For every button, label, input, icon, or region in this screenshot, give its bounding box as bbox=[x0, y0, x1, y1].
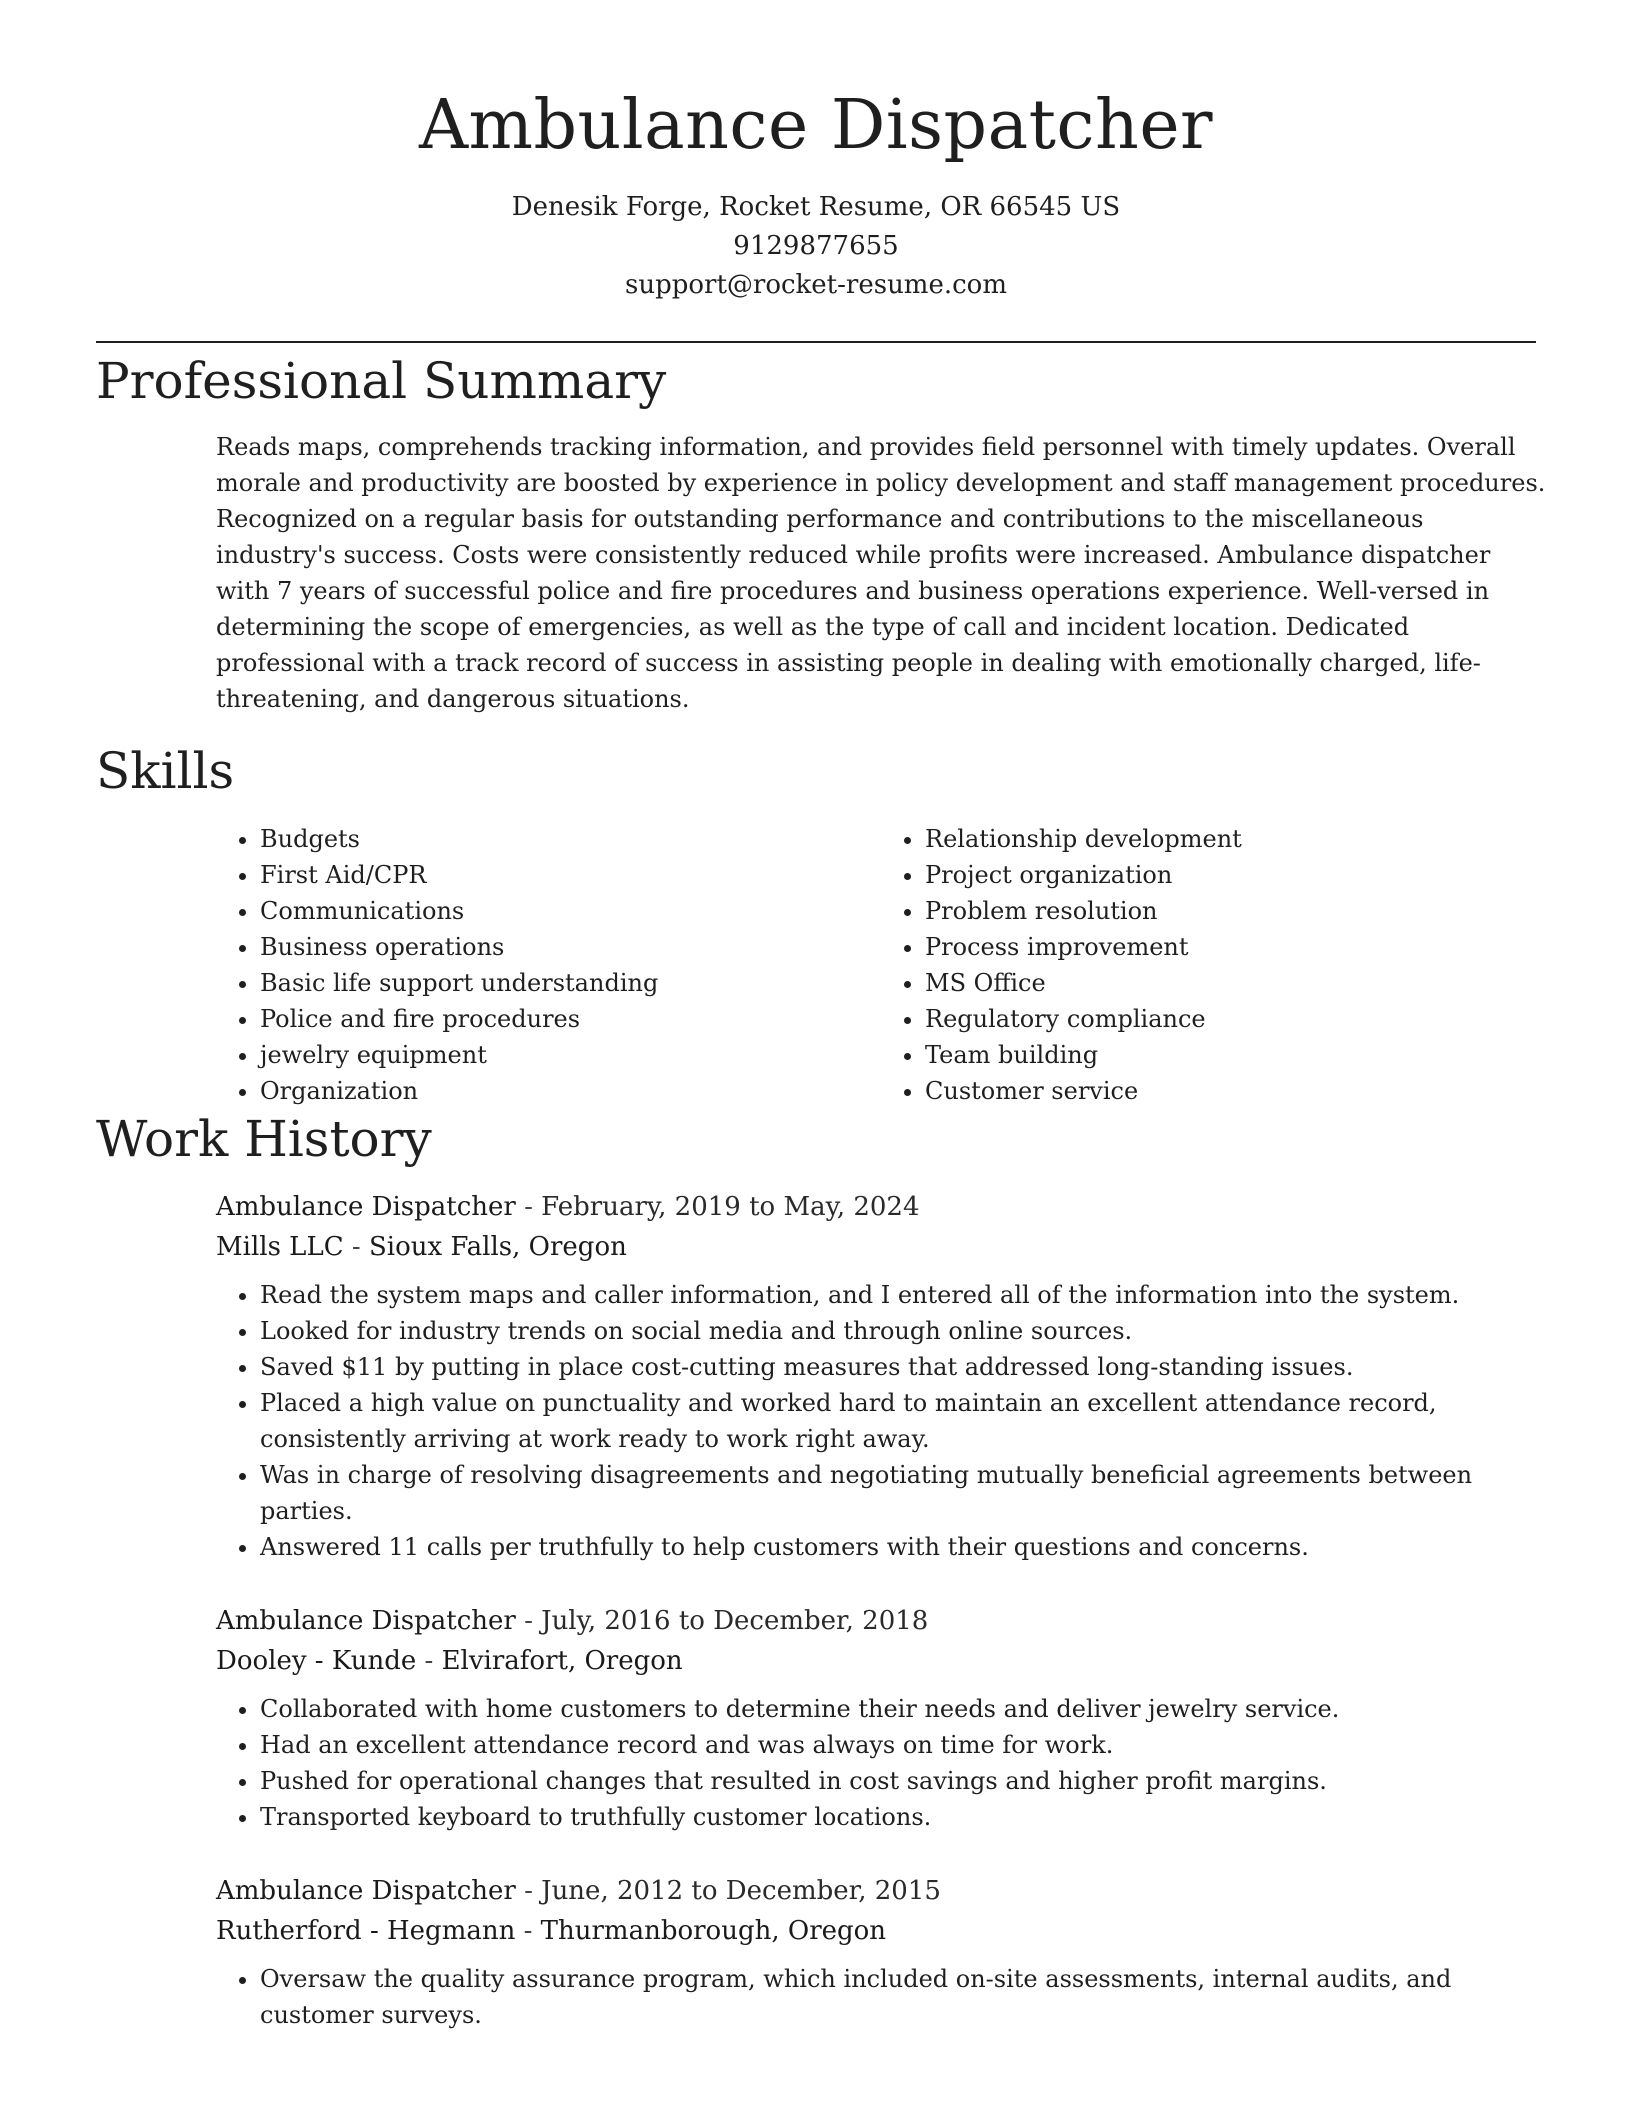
job-bullet-list bbox=[216, 1961, 1546, 2033]
skill-item: • Customer service bbox=[925, 1073, 1546, 1109]
job-bullet: • Pushed for operational changes that resulted in cost savings and higher profit margins. bbox=[260, 1763, 1546, 1799]
summary-text: Reads maps, comprehends tracking information, and provides field personnel with timely updates. Overall morale and productivity are boosted by experience in policy development and staff management procedures. Recognized on a regular basis for outstanding performance and contributions to the miscellaneous industry's success. Costs were consistently reduced while profits were increased. Ambulance dispatcher with 7 years of successful police and fire procedures and business operations experience. Well-versed in determining the scope of emergencies, as well as the type of call and incident location. Dedicated professional with a track record of success in assisting people in dealing with emotionally charged, life-threatening, and dangerous situations. bbox=[216, 433, 1546, 713]
job-bullet: • Looked for industry trends on social media and through online sources. bbox=[260, 1313, 1546, 1349]
job-company: Mills LLC bbox=[216, 1232, 344, 1262]
contact-block bbox=[96, 188, 1536, 305]
skills-heading: Skills bbox=[96, 742, 235, 800]
job-company: Rutherford - Hegmann bbox=[216, 1916, 516, 1946]
job-separator: - bbox=[524, 1876, 533, 1906]
job-bullet: • Saved $11 by putting in place cost-cutting measures that addressed long-standing issues. bbox=[260, 1349, 1546, 1385]
job-bullet: • Had an excellent attendance record and was always on time for work. bbox=[260, 1727, 1546, 1763]
job-dates: July, 2016 to December, 2018 bbox=[541, 1606, 929, 1636]
job-company: Dooley - Kunde bbox=[216, 1646, 417, 1676]
work-section bbox=[96, 1109, 1536, 2033]
skills-section bbox=[96, 741, 1536, 1109]
skill-item: • Organization bbox=[260, 1073, 881, 1109]
job-bullet: • Answered 11 calls per truthfully to help customers with their questions and concerns. bbox=[260, 1529, 1546, 1565]
job-role: Ambulance Dispatcher bbox=[216, 1606, 516, 1636]
skills-list-right bbox=[881, 821, 1546, 1109]
skill-item: • Process improvement bbox=[925, 929, 1546, 965]
skill-item: • Basic life support understanding bbox=[260, 965, 881, 1001]
skill-item: • jewelry equipment bbox=[260, 1037, 881, 1073]
work-heading: Work History bbox=[96, 1110, 432, 1168]
skills-list-left bbox=[216, 821, 881, 1109]
job-bullet: • Read the system maps and caller information, and I entered all of the information into the system. bbox=[260, 1277, 1546, 1313]
summary-heading: Professional Summary bbox=[96, 352, 667, 410]
job-company-line bbox=[216, 1227, 1536, 1267]
contact-phone: 9129877655 bbox=[733, 231, 899, 261]
job-dates: June, 2012 to December, 2015 bbox=[541, 1876, 941, 1906]
job-bullet-list bbox=[216, 1277, 1546, 1565]
skill-item: • Communications bbox=[260, 893, 881, 929]
job-separator: - bbox=[524, 1606, 533, 1636]
job-location: Elvirafort, Oregon bbox=[441, 1646, 683, 1676]
job-title-line bbox=[216, 1871, 1536, 1911]
skill-item: • Relationship development bbox=[925, 821, 1546, 857]
skill-item: • Team building bbox=[925, 1037, 1546, 1073]
job-separator: - bbox=[424, 1646, 434, 1676]
header-divider bbox=[96, 341, 1536, 343]
job-bullet: • Oversaw the quality assurance program, which included on-site assessments, internal audits, and customer surveys. bbox=[260, 1961, 1546, 2033]
job-separator: - bbox=[524, 1192, 533, 1222]
skill-item: • MS Office bbox=[925, 965, 1546, 1001]
job-dates: February, 2019 to May, 2024 bbox=[541, 1192, 920, 1222]
job-bullet: • Transported keyboard to truthfully customer locations. bbox=[260, 1799, 1546, 1835]
job-location: Thurmanborough, Oregon bbox=[540, 1916, 887, 1946]
contact-email: support@rocket-resume.com bbox=[624, 270, 1007, 300]
job-entry bbox=[216, 1871, 1536, 2033]
job-role: Ambulance Dispatcher bbox=[216, 1192, 516, 1222]
job-role: Ambulance Dispatcher bbox=[216, 1876, 516, 1906]
contact-address: Denesik Forge, Rocket Resume, OR 66545 US bbox=[511, 192, 1121, 222]
job-entry bbox=[216, 1187, 1536, 1565]
skills-columns bbox=[216, 821, 1546, 1109]
job-title-line bbox=[216, 1187, 1536, 1227]
resume-name: Ambulance Dispatcher bbox=[418, 86, 1214, 165]
job-separator: - bbox=[351, 1232, 361, 1262]
job-entry bbox=[216, 1601, 1536, 1835]
job-bullet-list bbox=[216, 1691, 1546, 1835]
job-title-line bbox=[216, 1601, 1536, 1641]
job-separator: - bbox=[523, 1916, 533, 1946]
skill-item: • Budgets bbox=[260, 821, 881, 857]
summary-section bbox=[96, 351, 1546, 717]
skill-item: • Project organization bbox=[925, 857, 1546, 893]
skill-item: • Problem resolution bbox=[925, 893, 1546, 929]
job-company-line bbox=[216, 1641, 1536, 1681]
job-bullet: • Placed a high value on punctuality and worked hard to maintain an excellent attendance record, consistently arriving at work ready to work right away. bbox=[260, 1385, 1546, 1457]
skill-item: • Police and fire procedures bbox=[260, 1001, 881, 1037]
job-location: Sioux Falls, Oregon bbox=[368, 1232, 627, 1262]
skill-item: • Business operations bbox=[260, 929, 881, 965]
job-bullet: • Was in charge of resolving disagreements and negotiating mutually beneficial agreements between parties. bbox=[260, 1457, 1546, 1529]
skill-item: • First Aid/CPR bbox=[260, 857, 881, 893]
resume-header bbox=[96, 0, 1536, 305]
job-bullet: • Collaborated with home customers to determine their needs and deliver jewelry service. bbox=[260, 1691, 1546, 1727]
skill-item: • Regulatory compliance bbox=[925, 1001, 1546, 1037]
resume-page bbox=[96, 0, 1546, 2033]
job-company-line bbox=[216, 1911, 1536, 1951]
